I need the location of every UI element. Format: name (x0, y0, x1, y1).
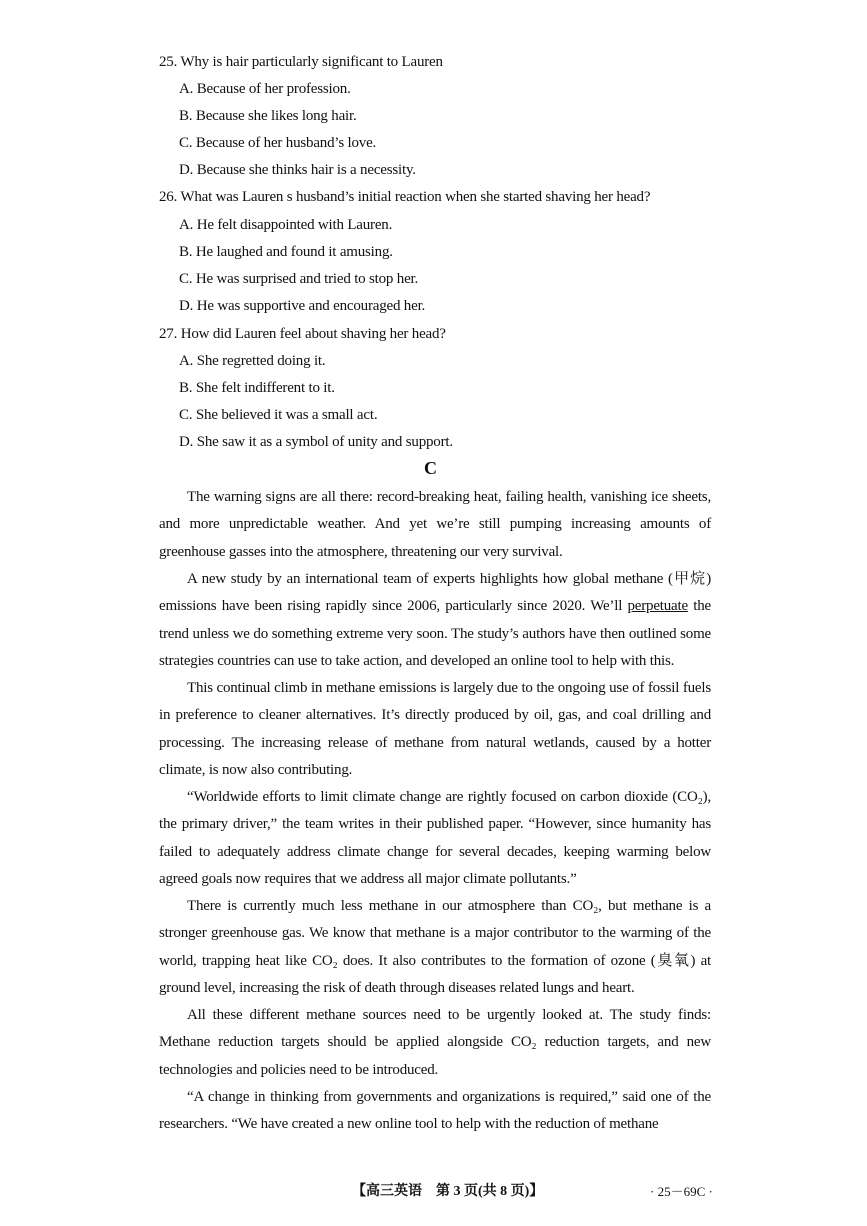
passage-paragraph-3: This continual climb in methane emissions is largely due to the ongoing use of fossil fuels in preference to cleaner alternatives. It’s directly produced by oil, gas, and coal drilling and processing. The increasing release of methane from natural wetlands, caused by a hotter climate, is now also contributing. (159, 680, 711, 778)
question-25-option-b: B. Because she likes long hair. (179, 108, 357, 124)
page-footer-label: 【高三英语 第 3 页(共 8 页)】 (352, 1184, 544, 1199)
paragraph-2-text-before: A new study by an international team of experts highlights how global methane (甲烷) emissions have been rising rapidly since 2006, particularly since 2020. We’ll (159, 571, 711, 615)
question-26-option-a: A. He felt disappointed with Lauren. (179, 217, 393, 233)
passage-paragraph-4: “Worldwide efforts to limit climate change are rightly focused on carbon dioxide (CO₂), the primary driver,” the team writes in their published paper. “However, since humanity has failed to adequately address climate change for several decades, keeping warming below agreed goals now requires that we address all major climate pollutants.” (159, 789, 711, 887)
question-25-stem: 25. Why is hair particularly significant to Lauren (159, 54, 443, 70)
question-25-option-c: C. Because of her husband’s love. (179, 135, 377, 151)
question-25-option-a: A. Because of her profession. (179, 81, 351, 97)
exam-code: · 25－69C · (650, 1184, 713, 1199)
question-26-stem: 26. What was Lauren s husband’s initial reaction when she started shaving her head? (159, 189, 651, 205)
question-27-option-d: D. She saw it as a symbol of unity and support. (179, 434, 453, 450)
underlined-word: perpetuate (627, 598, 688, 615)
question-27-stem: 27. How did Lauren feel about shaving her head? (159, 326, 446, 342)
section-heading: C (424, 458, 437, 478)
question-27-option-c: C. She believed it was a small act. (179, 407, 378, 423)
question-25-option-d: D. Because she thinks hair is a necessity. (179, 162, 416, 178)
paragraph-2-text-after: the trend unless we do something extreme very soon. The study’s authors have then outlined some strategies countries can use to take action, and developed an online tool to help with this. (159, 598, 711, 669)
passage-paragraph-2 (159, 566, 711, 675)
passage-paragraph-1: The warning signs are all there: record-breaking heat, failing health, vanishing ice sheets, and more unpredictable weather. And yet we’re still pumping increasing amounts of greenhouse gasses into the atmosphere, threatening our very survival. (159, 489, 711, 560)
question-26-option-c: C. He was surprised and tried to stop her. (179, 271, 419, 287)
question-27-option-a: A. She regretted doing it. (179, 353, 326, 369)
question-27-option-b: B. She felt indifferent to it. (179, 380, 335, 396)
passage-paragraph-6: All these different methane sources need to be urgently looked at. The study finds: Methane reduction targets should be applied alongside CO₂ reduction targets, and new technologies and policies need to be introduced. (159, 1007, 711, 1078)
passage-paragraph-5: There is currently much less methane in our atmosphere than CO₂, but methane is a stronger greenhouse gas. We know that methane is a major contributor to the warming of the world, trapping heat like CO₂ does. It also contributes to the formation of ozone (臭氧) at ground level, increasing the risk of death through diseases related lungs and heart. (159, 898, 711, 996)
passage-paragraph-7: “A change in thinking from governments and organizations is required,” said one of the researchers. “We have created a new online tool to help with the reduction of methane (159, 1089, 711, 1133)
question-26-option-b: B. He laughed and found it amusing. (179, 244, 393, 260)
question-26-option-d: D. He was supportive and encouraged her. (179, 298, 426, 314)
